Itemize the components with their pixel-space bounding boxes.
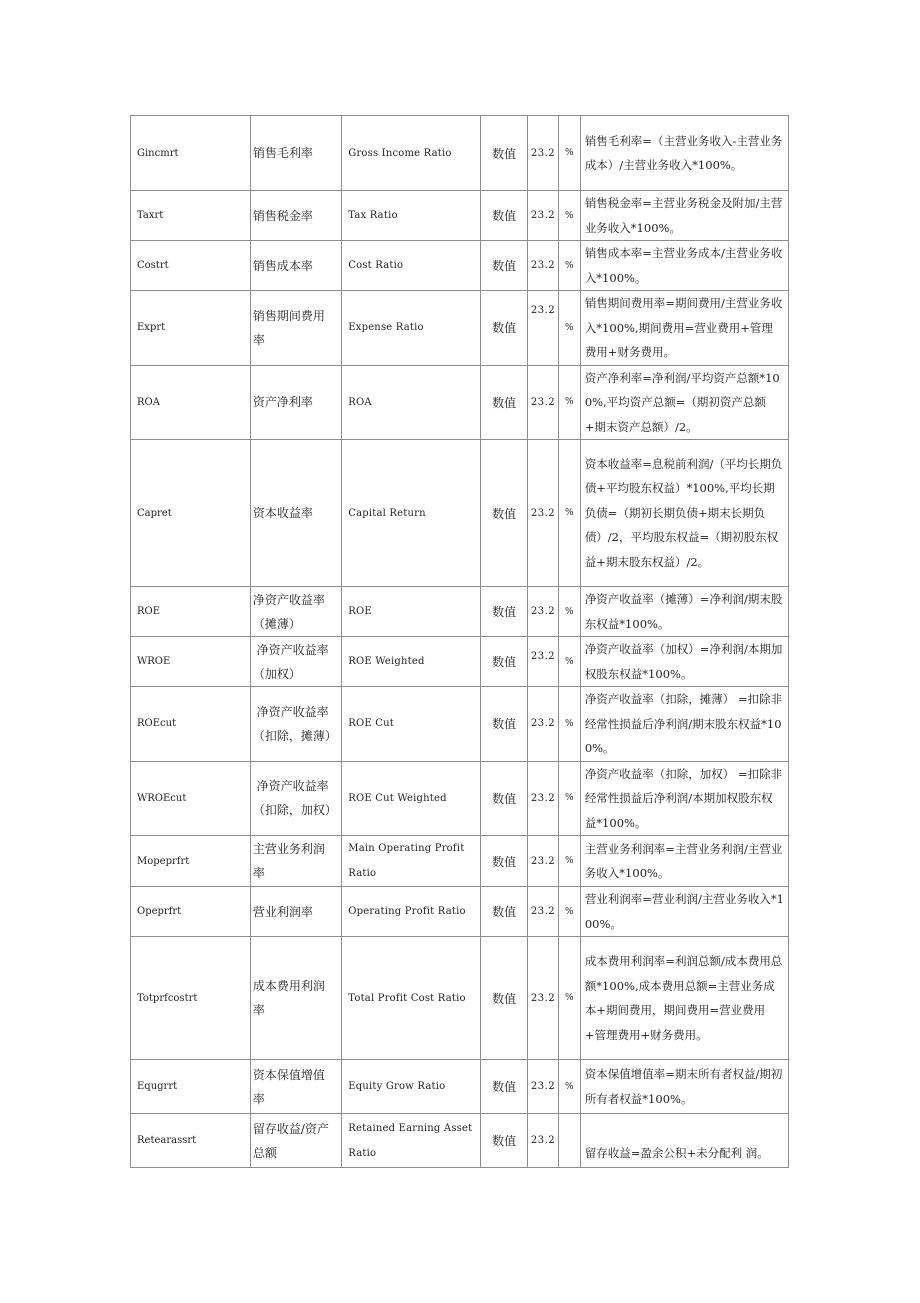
field-unit — [558, 1114, 580, 1168]
field-definition: 销售毛利率=（主营业务收入-主营业务成本）/主营业务收入*100%。 — [580, 116, 788, 191]
field-code: WROEcut — [131, 761, 251, 836]
field-chinese-name: 净资产收益率（摊薄） — [250, 587, 341, 637]
field-type: 数值 — [480, 887, 527, 937]
field-chinese-name: 成本费用利润率 — [250, 937, 341, 1060]
field-version: 23.2 — [528, 1060, 558, 1114]
field-unit: % — [558, 1060, 580, 1114]
table-row — [131, 587, 789, 637]
field-english-name: ROE Cut Weighted — [342, 761, 481, 836]
field-definition: 销售成本率=主营业务成本/主营业务收入*100%。 — [580, 241, 788, 291]
field-version: 23.2 — [528, 291, 558, 366]
table-row — [131, 191, 789, 241]
field-unit: % — [558, 291, 580, 366]
table-row — [131, 1060, 789, 1114]
field-unit: % — [558, 241, 580, 291]
field-type: 数值 — [480, 687, 527, 762]
field-chinese-name: 资本保值增值率 — [250, 1060, 341, 1114]
field-chinese-name: 营业利润率 — [250, 887, 341, 937]
field-chinese-name: 销售期间费用率 — [250, 291, 341, 366]
field-type: 数值 — [480, 116, 527, 191]
field-type: 数值 — [480, 440, 527, 587]
field-chinese-name: 净资产收益率（扣除，加权） — [250, 761, 341, 836]
table-row — [131, 241, 789, 291]
field-version: 23.2 — [528, 761, 558, 836]
field-type: 数值 — [480, 637, 527, 687]
field-english-name: Expense Ratio — [342, 291, 481, 366]
field-definition: 成本费用利润率=利润总额/成本费用总额*100%,成本费用总额=主营业务成本+期间费用，期间费用=营业费用+管理费用+财务费用。 — [580, 937, 788, 1060]
table-row — [131, 291, 789, 366]
field-type: 数值 — [480, 1060, 527, 1114]
field-version: 23.2 — [528, 836, 558, 887]
field-english-name: Cost Ratio — [342, 241, 481, 291]
field-english-name: Equity Grow Ratio — [342, 1060, 481, 1114]
field-english-name: ROA — [342, 365, 481, 440]
field-english-name: Capital Return — [342, 440, 481, 587]
field-version: 23.2 — [528, 440, 558, 587]
field-unit: % — [558, 587, 580, 637]
field-english-name: Gross Income Ratio — [342, 116, 481, 191]
field-code: Totprfcostrt — [131, 937, 251, 1060]
field-english-name: ROE Cut — [342, 687, 481, 762]
field-type: 数值 — [480, 836, 527, 887]
field-english-name: Operating Profit Ratio — [342, 887, 481, 937]
table-row — [131, 440, 789, 587]
field-chinese-name: 净资产收益率（加权） — [250, 637, 341, 687]
field-version: 23.2 — [528, 937, 558, 1060]
field-code: Exprt — [131, 291, 251, 366]
field-chinese-name: 主营业务利润率 — [250, 836, 341, 887]
table-row — [131, 116, 789, 191]
field-unit: % — [558, 116, 580, 191]
table-row — [131, 887, 789, 937]
field-unit: % — [558, 937, 580, 1060]
field-code: Costrt — [131, 241, 251, 291]
field-chinese-name: 资产净利率 — [250, 365, 341, 440]
field-definition: 净资产收益率（扣除，加权） =扣除非经常性损益后净利润/本期加权股东权益*100%。 — [580, 761, 788, 836]
indicator-table — [130, 115, 789, 1168]
field-version: 23.2 — [528, 116, 558, 191]
field-code: Opeprfrt — [131, 887, 251, 937]
field-english-name: Retained Earning Asset Ratio — [342, 1114, 481, 1168]
field-code: Capret — [131, 440, 251, 587]
field-chinese-name: 资本收益率 — [250, 440, 341, 587]
field-english-name: ROE — [342, 587, 481, 637]
field-unit: % — [558, 887, 580, 937]
field-version: 23.2 — [528, 365, 558, 440]
table-row — [131, 687, 789, 762]
field-version: 23.2 — [528, 241, 558, 291]
table-row — [131, 761, 789, 836]
field-unit: % — [558, 637, 580, 687]
table-row — [131, 637, 789, 687]
field-code: Mopeprfrt — [131, 836, 251, 887]
table-row — [131, 1114, 789, 1168]
field-version: 23.2 — [528, 587, 558, 637]
field-version: 23.2 — [528, 637, 558, 687]
table-row — [131, 937, 789, 1060]
field-code: ROA — [131, 365, 251, 440]
field-chinese-name: 销售税金率 — [250, 191, 341, 241]
field-unit: % — [558, 440, 580, 587]
field-code: Retearassrt — [131, 1114, 251, 1168]
field-version: 23.2 — [528, 191, 558, 241]
field-chinese-name: 净资产收益率（扣除，摊薄） — [250, 687, 341, 762]
field-type: 数值 — [480, 191, 527, 241]
field-unit: % — [558, 687, 580, 762]
field-version: 23.2 — [528, 1114, 558, 1168]
field-unit: % — [558, 761, 580, 836]
field-code: Gincmrt — [131, 116, 251, 191]
field-version: 23.2 — [528, 687, 558, 762]
field-definition: 资本保值增值率=期末所有者权益/期初所有者权益*100%。 — [580, 1060, 788, 1114]
field-unit: % — [558, 191, 580, 241]
field-definition: 销售税金率=主营业务税金及附加/主营业务收入*100%。 — [580, 191, 788, 241]
field-type: 数值 — [480, 291, 527, 366]
field-definition: 主营业务利润率=主营业务利润/主营业务收入*100%。 — [580, 836, 788, 887]
field-definition: 资产净利率=净利润/平均资产总额*100%,平均资产总额=（期初资产总额+期末资产总额）/2。 — [580, 365, 788, 440]
field-unit: % — [558, 365, 580, 440]
field-chinese-name: 销售成本率 — [250, 241, 341, 291]
table-row — [131, 365, 789, 440]
field-unit: % — [558, 836, 580, 887]
field-type: 数值 — [480, 365, 527, 440]
field-definition: 资本收益率=息税前利润/（平均长期负债+平均股东权益）*100%,平均长期负债=（期初长期负债+期末长期负债）/2，平均股东权益=（期初股东权益+期末股东权益）/2。 — [580, 440, 788, 587]
field-english-name: Main Operating Profit Ratio — [342, 836, 481, 887]
field-code: ROE — [131, 587, 251, 637]
field-code: Taxrt — [131, 191, 251, 241]
field-type: 数值 — [480, 1114, 527, 1168]
field-english-name: ROE Weighted — [342, 637, 481, 687]
field-type: 数值 — [480, 587, 527, 637]
field-type: 数值 — [480, 761, 527, 836]
field-type: 数值 — [480, 937, 527, 1060]
field-definition: 营业利润率=营业利润/主营业务收入*100%。 — [580, 887, 788, 937]
field-code: Equgrrt — [131, 1060, 251, 1114]
field-type: 数值 — [480, 241, 527, 291]
field-chinese-name: 销售毛利率 — [250, 116, 341, 191]
field-definition: 销售期间费用率=期间费用/主营业务收入*100%,期间费用=营业费用+管理费用+财务费用。 — [580, 291, 788, 366]
field-code: WROE — [131, 637, 251, 687]
field-definition: 净资产收益率（摊薄）=净利润/期末股东权益*100%。 — [580, 587, 788, 637]
field-english-name: Tax Ratio — [342, 191, 481, 241]
field-english-name: Total Profit Cost Ratio — [342, 937, 481, 1060]
field-definition: 净资产收益率（扣除，摊薄） =扣除非经常性损益后净利润/期末股东权益*100%。 — [580, 687, 788, 762]
field-definition: 留存收益=盈余公积+未分配利 润。 — [580, 1114, 788, 1168]
table-row — [131, 836, 789, 887]
field-chinese-name: 留存收益/资产总额 — [250, 1114, 341, 1168]
field-version: 23.2 — [528, 887, 558, 937]
field-definition: 净资产收益率（加权）=净利润/本期加权股东权益*100%。 — [580, 637, 788, 687]
field-code: ROEcut — [131, 687, 251, 762]
